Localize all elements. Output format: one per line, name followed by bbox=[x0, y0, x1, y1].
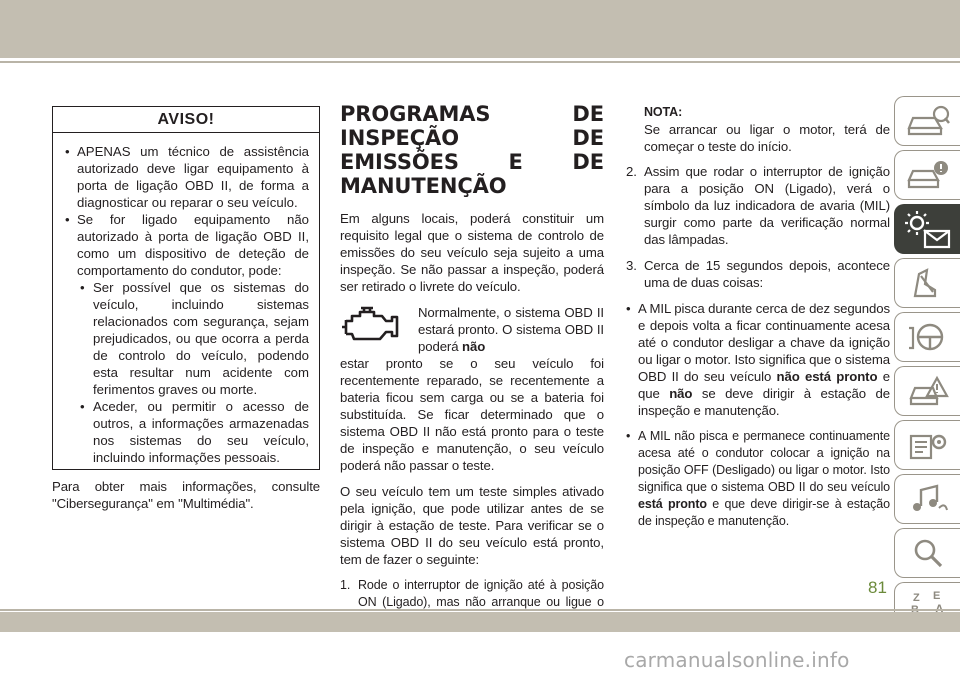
warning-subbullet: • Ser possível que os sistemas do veículo, incluindo sistemas relacionados com segurança, sejam prejudicados, ou que ocorra a perda de controlo do veículo, podendo esta resultar num acidente com ferimentos graves ou morte. bbox=[65, 279, 309, 398]
tab-multimedia[interactable] bbox=[894, 474, 960, 524]
tab-seat-safety[interactable] bbox=[894, 258, 960, 308]
tab-search[interactable] bbox=[894, 528, 960, 578]
paragraph-part: estar pronto se o seu veículo foi recentemente reparado, se recentemente a bateria ficou sem carga ou se a bateria foi substituída. Se ficar determinado que o sistema OBD II não está pronto para o teste de inspeção e manutenção, o seu veículo poderá não passar o teste. bbox=[340, 356, 604, 473]
result-bullet bbox=[626, 428, 890, 530]
bullet-text: e que bbox=[638, 369, 890, 401]
tab-lights-messages[interactable] bbox=[894, 204, 960, 254]
watermark: carmanualsonline.info bbox=[624, 648, 850, 672]
chapter-tabs bbox=[894, 96, 960, 636]
paragraph-obd-ready bbox=[418, 304, 604, 355]
tab-car-warning[interactable] bbox=[894, 150, 960, 200]
step-text: Cerca de 15 segundos depois, acontece uma de duas coisas: bbox=[644, 258, 890, 290]
result-bullet bbox=[626, 300, 890, 419]
bullet-text: A MIL pisca durante cerca de dez segundos e depois volta a ficar continuamente acesa até o condutor desligar a chave da ignição ou ligar o motor. Isto significa que o sistema OBD II do seu veículo bbox=[638, 301, 890, 384]
section-title: PROGRAMAS DE INSPEÇÃO DE EMISSÕES E DE MANUTENÇÃO bbox=[340, 102, 604, 198]
car-info-icon bbox=[905, 104, 951, 138]
check-engine-icon bbox=[340, 304, 402, 344]
tab-steering[interactable] bbox=[894, 312, 960, 362]
step-number: 1. bbox=[340, 578, 351, 592]
step-text: Rode o interruptor de ignição até à posição ON (Ligado), mas não arranque ou ligue o bbox=[358, 578, 604, 609]
footer-band bbox=[0, 612, 960, 632]
car-warning-icon bbox=[905, 158, 951, 192]
note-text: Se arrancar ou ligar o motor, terá de começar o teste do início. bbox=[644, 122, 890, 154]
warning-bullet: • Se for ligado equipamento não autorizado à porta de ligação OBD II, como um dispositivo de deteção de comportamento do condutor, pode: bbox=[65, 211, 309, 279]
bullet-text: se deve dirigir à estação de inspeção e manutenção. bbox=[638, 386, 890, 418]
service-icon bbox=[905, 428, 951, 462]
note-label: NOTA: bbox=[644, 105, 683, 119]
svg-text:Z: Z bbox=[912, 592, 920, 604]
reference-paragraph: Para obter mais informações, consulte "Cibersegurança" em "Multimédia". bbox=[52, 479, 320, 511]
steering-icon bbox=[905, 320, 951, 354]
step-text: Assim que rodar o interruptor de ignição para a posição ON (Ligado), verá o símbolo da luz indicadora de avaria (MIL) surgir como parte da verificação normal das lâmpadas. bbox=[644, 164, 890, 247]
lights-messages-icon bbox=[903, 209, 953, 249]
emphasis-text: não bbox=[669, 386, 693, 401]
tab-service[interactable] bbox=[894, 420, 960, 470]
bullet-text: A MIL não pisca e permanece continuamente acesa até o condutor colocar a ignição na posição OFF (Desligado) ou ligar o motor. Isto significa que o sistema OBD II do seu veículo bbox=[638, 429, 890, 494]
emphasis-text: está pronto bbox=[638, 497, 707, 511]
paragraph: Em alguns locais, poderá constituir um requisito legal que o sistema de controlo de emissões do seu veículo seja sujeito a uma inspeção. Se não passar a inspeção, poderá ser retirado o livrete do veículo. bbox=[340, 211, 604, 294]
tab-hazard[interactable] bbox=[894, 366, 960, 416]
paragraph-part: Normalmente, o sistema OBD II estará pronto. O sistema OBD II poderá bbox=[418, 305, 604, 354]
emphasis-text: não está pronto bbox=[776, 369, 878, 384]
page-number: 81 bbox=[868, 578, 887, 597]
step-number: 3. bbox=[626, 258, 637, 273]
bullet-text: e que deve dirigir-se à estação de inspeção e manutenção. bbox=[638, 497, 890, 528]
search-icon bbox=[905, 536, 951, 570]
svg-text:E: E bbox=[932, 590, 940, 602]
step-item bbox=[626, 163, 890, 248]
step-item bbox=[626, 257, 890, 291]
warning-title: AVISO! bbox=[53, 107, 319, 133]
footer-rule bbox=[0, 609, 960, 611]
step-number: 2. bbox=[626, 164, 637, 179]
tab-car-info[interactable] bbox=[894, 96, 960, 146]
warning-box bbox=[52, 106, 320, 470]
seat-safety-icon bbox=[905, 266, 951, 300]
multimedia-icon bbox=[905, 482, 951, 516]
header-band bbox=[0, 0, 960, 58]
warning-bullet: • APENAS um técnico de assistência autorizado deve ligar equipamento à porta de ligação OBD II, de forma a diagnosticar ou reparar o seu veículo. bbox=[65, 143, 309, 211]
emphasis-text: não bbox=[462, 339, 486, 354]
header-rule bbox=[0, 61, 960, 63]
hazard-icon bbox=[905, 374, 951, 408]
paragraph: O seu veículo tem um teste simples ativado pela ignição, que pode utilizar antes de se dirigir à estação de teste. Para verificar se o sistema OBD II do seu veículo está pronto, tem de fazer o seguinte: bbox=[340, 484, 604, 567]
warning-subbullet: • Aceder, ou permitir o acesso de outros, a informações armazenadas nos sistemas do seu veículo, incluindo informações pessoais. bbox=[65, 398, 309, 466]
